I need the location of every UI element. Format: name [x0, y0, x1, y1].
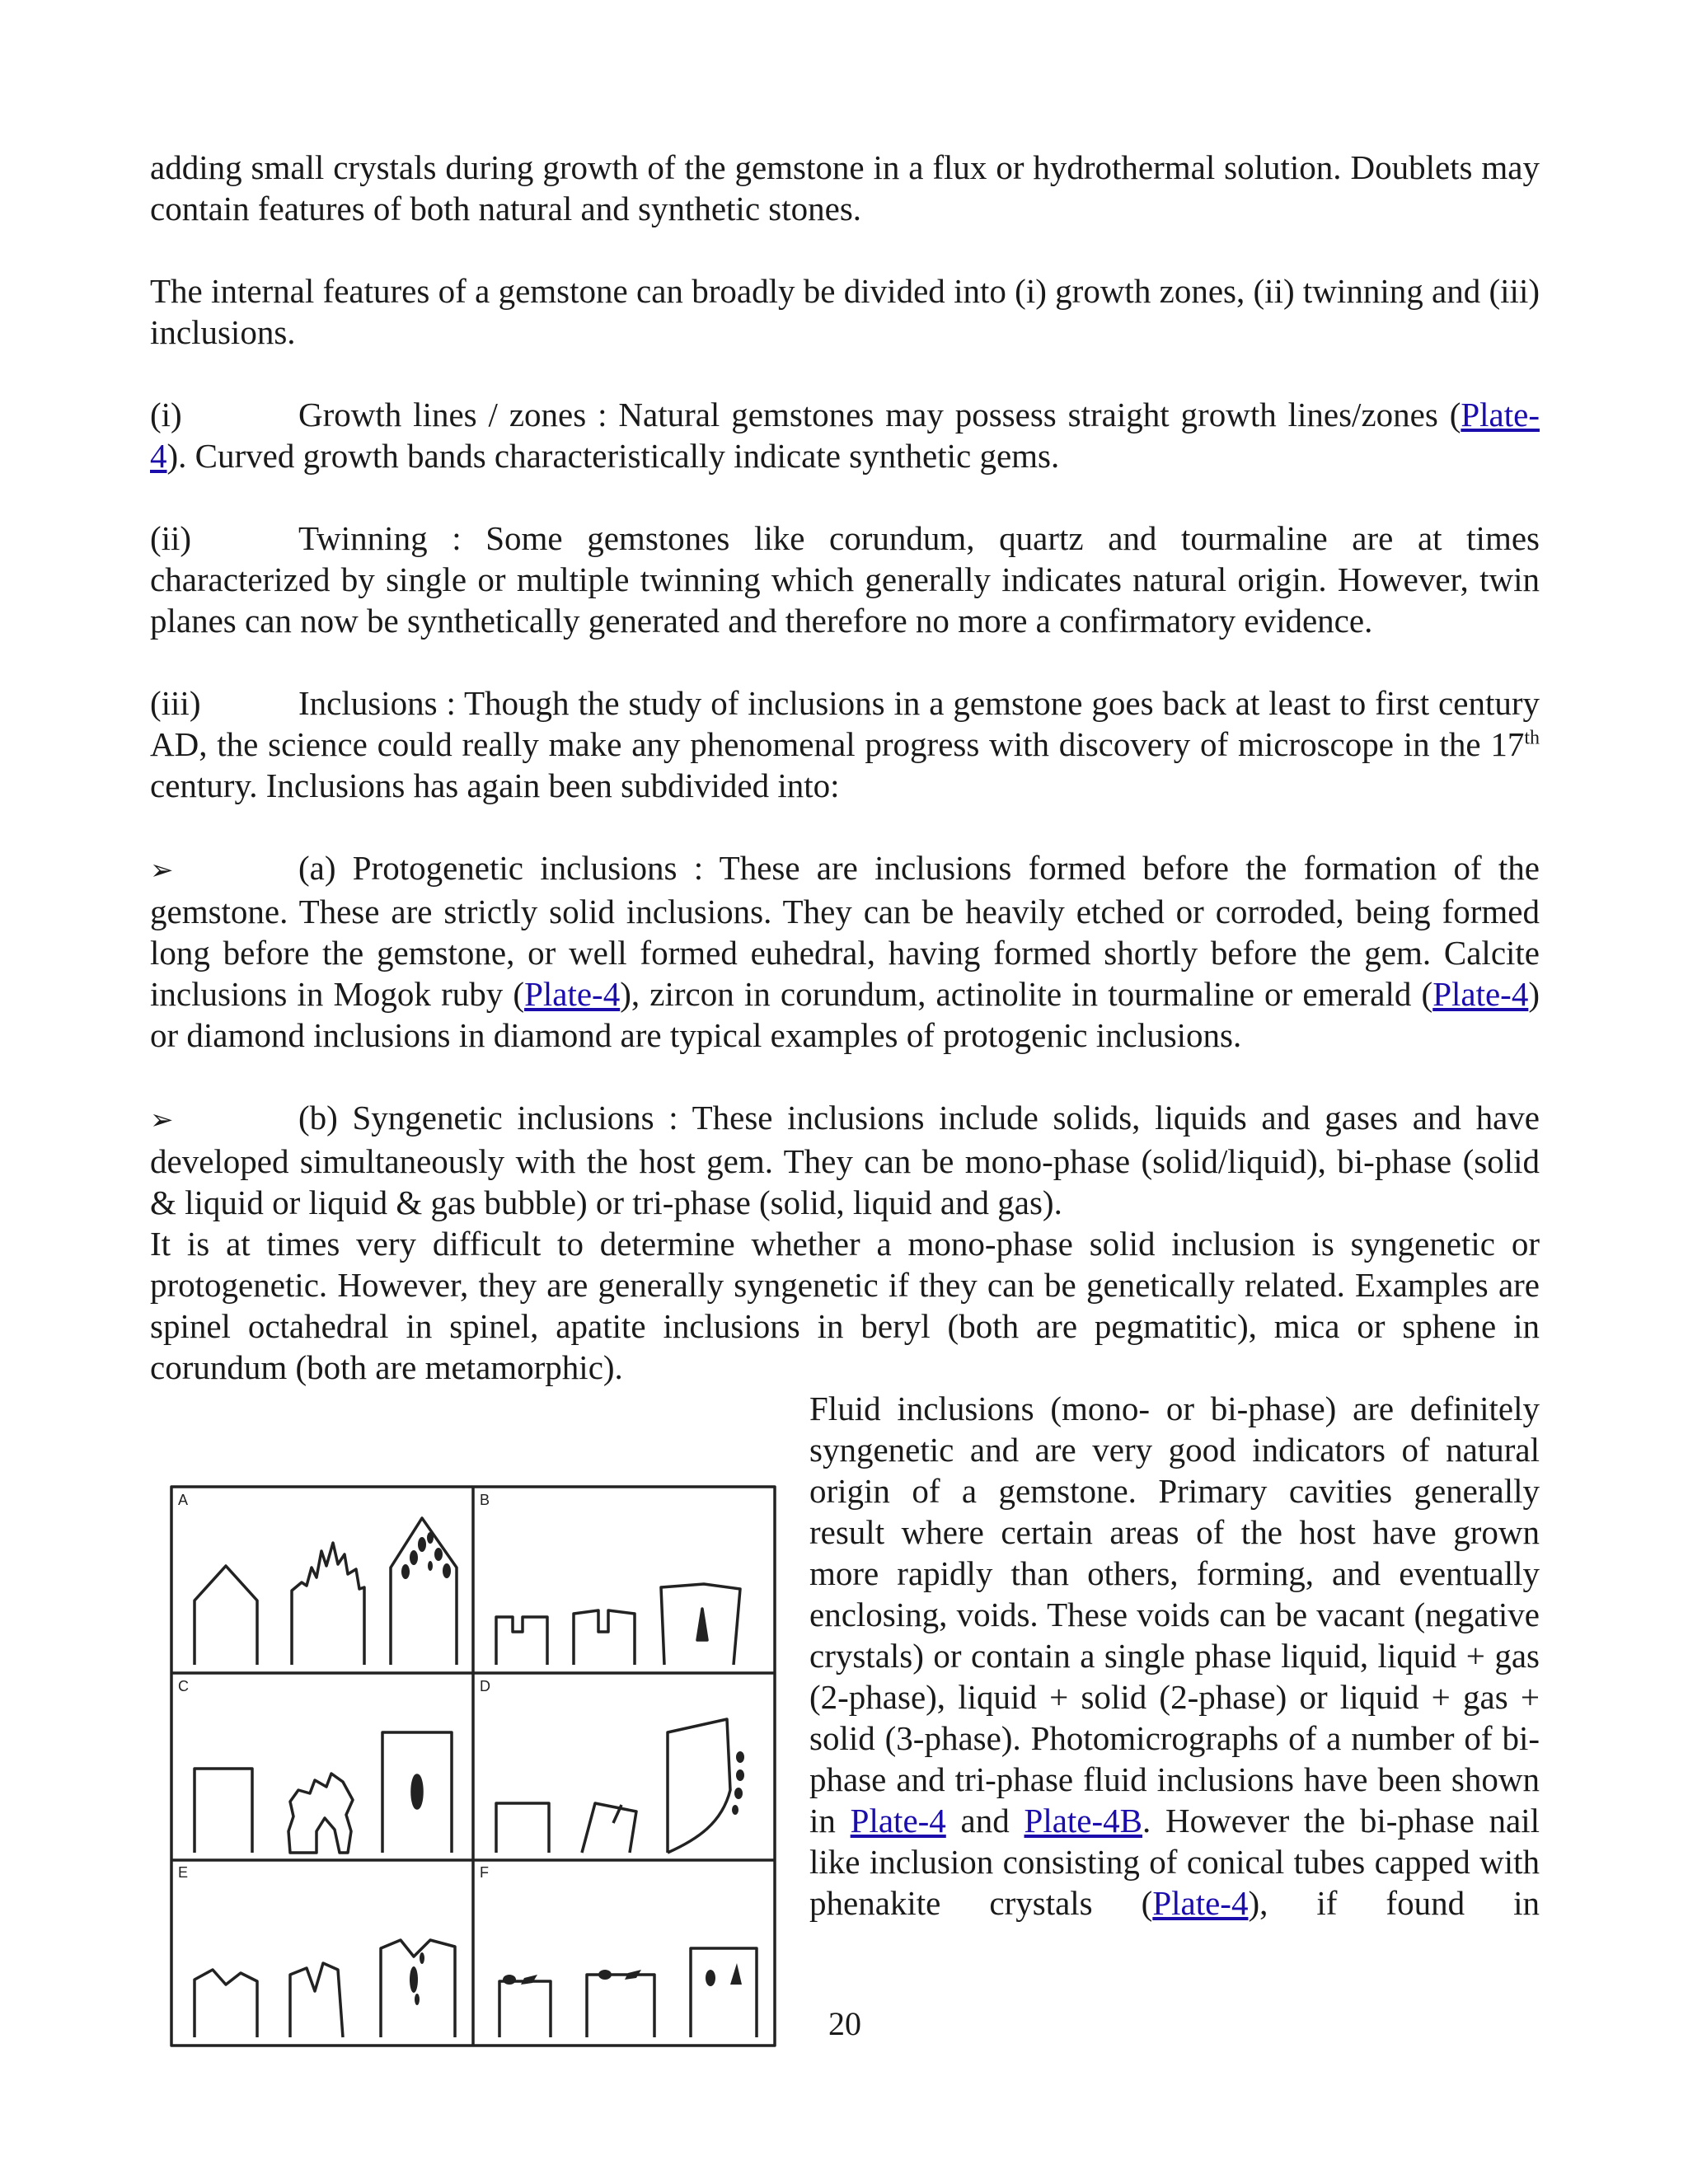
panel-b-shape-1 — [496, 1617, 547, 1665]
panel-label-a: A — [178, 1492, 189, 1508]
paragraph-growth-lines — [150, 394, 1540, 476]
fluid-and: and — [945, 1802, 1025, 1840]
panel-e-inclusion — [415, 1994, 420, 2005]
arrow-bullet-icon: ➢ — [150, 1104, 174, 1137]
panel-a-droplet — [427, 1532, 434, 1544]
panel-label-b: B — [480, 1492, 490, 1508]
panel-e-shape-2 — [290, 1963, 343, 2037]
proto-text-c: ) or diamond inclusions in diamond are typical examples of protogenic inclusions. — [150, 975, 1540, 1054]
panel-f-crystal — [521, 1975, 537, 1985]
panel-c-shape-1 — [195, 1769, 252, 1853]
panel-f-shape-2 — [587, 1975, 654, 2037]
panel-a-shape-2 — [292, 1543, 364, 1665]
page-number: 20 — [828, 2005, 861, 2042]
panel-label-e: E — [178, 1864, 189, 1881]
fluid-text-c: ), if found in — [1248, 1884, 1540, 1922]
superscript-th: th — [1524, 727, 1540, 749]
paragraph-doublets: adding small crystals during growth of the gemstone in a flux or hydrothermal solution. Doublets may contain features of both natural and synthetic stones. — [150, 148, 1540, 227]
fluid-text-a: Fluid inclusions (mono- or bi-phase) are definitely syngenetic and are very good indicators of natural origin of a gemstone. Primary cavities generally result where certain areas of the host have grown more rapidly than others, forming, and eventually enclosing, voids. These voids can be vacant (negative crystals) or contain a single phase liquid, liquid + gas (2-phase), liquid + solid (2-phase) or liquid + gas + solid (3-phase). Photomicrographs of a number of bi-phase and tri-phase fluid inclusions have been shown in — [809, 1390, 1540, 1840]
label-ii: (ii) — [150, 519, 192, 557]
panel-d-droplet — [732, 1805, 738, 1815]
panel-a-shape-1 — [195, 1566, 257, 1665]
plate-4-link[interactable]: Plate-4 — [150, 396, 1540, 475]
panel-e-inclusion — [410, 1966, 418, 1993]
paragraph-inclusions — [150, 682, 1540, 806]
growth-text-b: ). Curved growth bands characteristically indicate synthetic gems. — [166, 437, 1060, 475]
panel-label-f: F — [480, 1864, 489, 1881]
panel-f-crystal — [598, 1970, 612, 1980]
panel-f-crystal — [730, 1963, 742, 1985]
panel-e-inclusion — [420, 1952, 424, 1964]
panel-d-droplet — [736, 1751, 744, 1763]
label-i: (i) — [150, 396, 182, 434]
arrow-bullet-icon: ➢ — [150, 854, 174, 887]
panel-d-shape-2 — [582, 1803, 636, 1853]
panel-a-droplet — [428, 1561, 433, 1571]
panel-b-shape-2 — [574, 1610, 635, 1665]
panel-a-droplet — [401, 1564, 410, 1579]
paragraph-twinning — [150, 518, 1540, 641]
panel-d-droplet — [734, 1788, 743, 1799]
paragraph-syngenetic — [150, 1097, 1540, 1223]
panel-label-c: C — [178, 1678, 189, 1694]
incl-text-b: century. Inclusions has again been subdivided into: — [150, 766, 840, 804]
paragraph-internal-features: The internal features of a gemstone can broadly be divided into (i) growth zones, (ii) twinning and (iii) inclusions. — [150, 272, 1540, 351]
twin-text: Twinning : Some gemstones like corundum, quartz and tourmaline are at times characterized by single or multiple twinning which generally indicates natural origin. However, twin planes can now be synthetically generated and therefore no more a confirmatory evidence. — [150, 519, 1540, 640]
panel-d-droplet — [736, 1769, 744, 1781]
panel-a-droplet — [410, 1550, 418, 1565]
paragraph-syngenetic-detail: It is at times very difficult to determine whether a mono-phase solid inclusion is syngenetic or protogenetic. However, they are generally syngenetic if they can be genetically related. Examples are spinel octahedral in spinel, apatite inclusions in beryl (both are pegmatitic), mica or sphene in corundum (both are metamorphic). — [150, 1225, 1540, 1386]
syn-text-a: (b) Syngenetic inclusions : These inclusions include solids, liquids and gases and have developed simultaneously with the host gem. They can be mono-phase (solid/liquid), bi-phase (solid & liquid or liquid & gas bubble) or tri-phase (solid, liquid and gas). — [150, 1099, 1540, 1221]
panel-e-shape-3 — [381, 1940, 455, 2037]
plate-4-link[interactable]: Plate-4 — [524, 975, 621, 1013]
label-iii: (iii) — [150, 684, 201, 722]
incl-text-a: Inclusions : Though the study of inclusions in a gemstone goes back at least to first century AD, the science could really make any phenomenal progress with discovery of microscope in the 17 — [150, 684, 1540, 763]
panel-f-shape-1 — [499, 1981, 551, 2037]
panel-b-inclusion — [697, 1609, 707, 1640]
growth-text-a: Growth lines / zones : Natural gemstones may possess straight growth lines/zones ( — [298, 396, 1461, 434]
panel-a-droplet — [434, 1548, 443, 1561]
paragraph-protogenetic — [150, 847, 1540, 1056]
panel-f-crystal — [706, 1970, 715, 1986]
panel-f-crystal — [503, 1975, 516, 1985]
proto-text-b: ), zircon in corundum, actinolite in tourmaline or emerald ( — [620, 975, 1433, 1013]
panel-a-droplet — [418, 1537, 426, 1552]
panel-c-inclusion — [412, 1775, 422, 1808]
figure-svg — [170, 1485, 776, 2047]
panel-e-shape-1 — [195, 1970, 257, 2037]
proto-text-a: (a) Protogenetic inclusions : These are inclusions formed before the formation of the gemstone. These are strictly solid inclusions. They can be heavily etched or corroded, being formed long before the gemstone, or well formed euhedral, having formed shortly before the gem. Calcite inclusions in Mogok ruby ( — [150, 849, 1540, 1013]
plate-4-link[interactable]: Plate-4 — [1152, 1884, 1249, 1922]
inclusion-shapes-figure — [170, 1485, 776, 2047]
panel-d-shape-3 — [668, 1719, 730, 1853]
panel-c-shape-2 — [288, 1774, 353, 1853]
panel-d-shape-1 — [496, 1803, 549, 1853]
plate-4-link[interactable]: Plate-4 — [1432, 975, 1529, 1013]
panel-f-shape-3 — [691, 1948, 757, 2037]
plate-4b-link[interactable]: Plate-4B — [1024, 1802, 1142, 1840]
fluid-text-b: . However the bi-phase nail like inclusion consisting of conical tubes capped with phenakite crystals ( — [809, 1802, 1540, 1922]
panel-label-d: D — [480, 1678, 490, 1694]
plate-4-link[interactable]: Plate-4 — [850, 1802, 946, 1840]
panel-a-droplet — [443, 1563, 451, 1578]
